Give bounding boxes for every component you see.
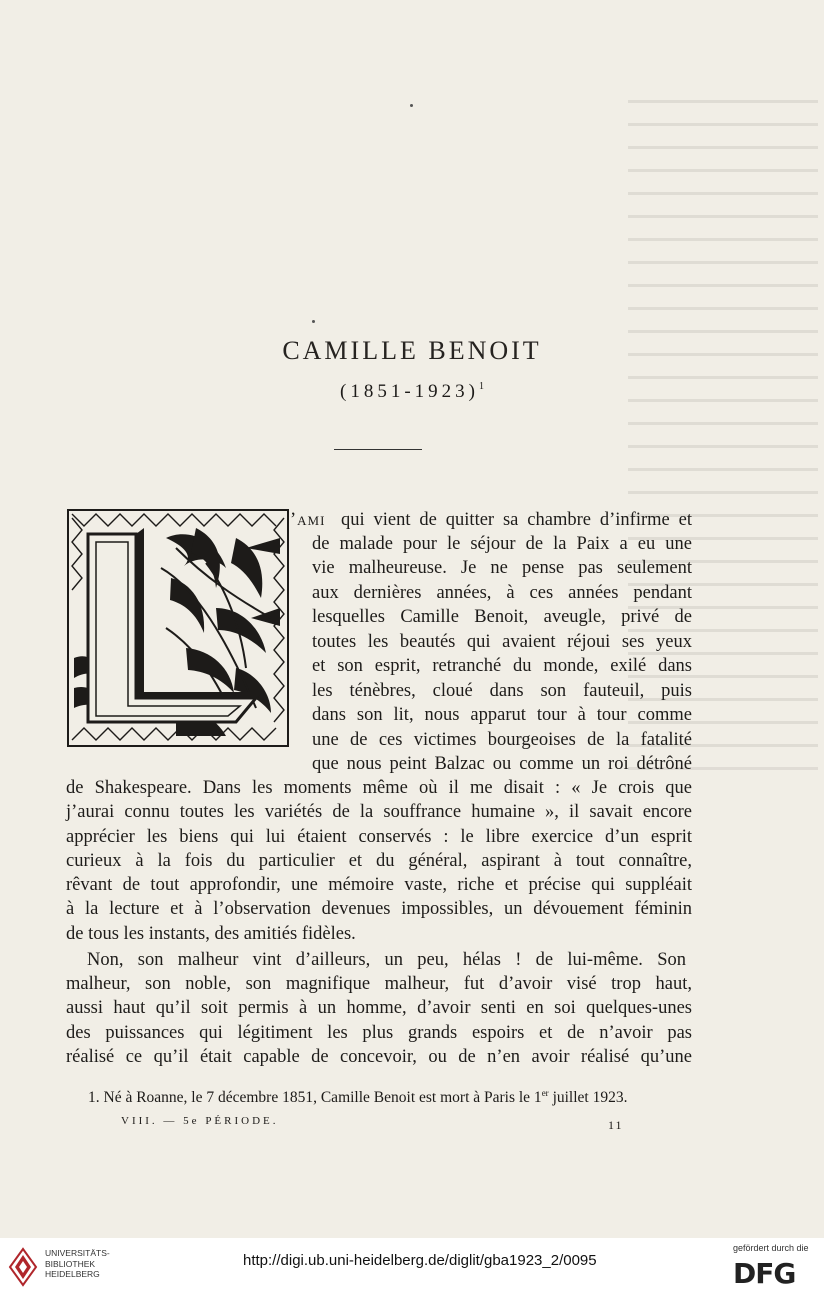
- text-line: j’aurai connu toutes les variétés de la souffrance humaine », il savait encore: [66, 802, 692, 822]
- page-number: 11: [608, 1118, 624, 1132]
- text-line: les ténèbres, cloué dans son fauteuil, puis: [312, 681, 692, 701]
- dfg-logo-icon: DFG: [733, 1257, 796, 1290]
- text-line: rêvant de tout approfondir, une mémoire vaste, riche et précise qui suppléait: [66, 875, 692, 895]
- text-line: curieux à la fois du particulier et du général, aspirant à tout connaître,: [66, 851, 692, 871]
- speck: [312, 320, 315, 323]
- text-line: de tous les instants, des amitiés fidèles.: [66, 924, 356, 944]
- text-line: qui vient de quitter sa chambre d’infirme et: [341, 510, 692, 530]
- text-line: de Shakespeare. Dans les moments même où il me disait : « Je crois que: [66, 778, 692, 798]
- text-line: à la lecture et à l’observation devenues impossibles, un dévouement féminin: [66, 899, 692, 919]
- text-line: réalisé ce qu’il était capable de concevoir, ou de n’en avoir réalisé qu’une: [66, 1047, 692, 1067]
- footnote-ref: 1: [478, 381, 484, 392]
- funder-caption: gefördert durch die: [733, 1243, 809, 1253]
- title-rule: [334, 449, 422, 450]
- article-dates: (1851-1923)$^1$: [340, 381, 484, 402]
- ornamental-dropcap-l: [66, 508, 290, 748]
- viewer-footer: [0, 1238, 824, 1297]
- text-line: de malade pour le séjour de la Paix a eu une: [312, 534, 692, 554]
- text-line: toutes les beautés qui avaient réjoui ses yeux: [312, 632, 692, 652]
- dropcap-continuation: ’ami: [290, 510, 326, 530]
- text-line: vie malheureuse. Je ne pense pas seulement: [312, 558, 692, 578]
- library-name: UNIVERSITÄTS- BIBLIOTHEK HEIDELBERG: [45, 1248, 110, 1279]
- university-library-logo-icon: [8, 1247, 38, 1287]
- text-line: une de ces victimes bourgeoises de la fatalité: [312, 730, 692, 750]
- permalink-url[interactable]: http://digi.ub.uni-heidelberg.de/diglit/gba1923_2/0095: [243, 1252, 597, 1269]
- text-line: malheur, son noble, son magnifique malheur, fut d’avoir visé trop haut,: [66, 974, 692, 994]
- footnote: 1. Né à Roanne, le 7 décembre 1851, Camille Benoit est mort à Paris le 1er juillet 1923.: [88, 1088, 628, 1106]
- speck: [410, 104, 413, 107]
- text-line: apprécier les biens qui lui étaient conservés : le libre exercice d’un esprit: [66, 827, 692, 847]
- text-line: que nous peint Balzac ou comme un roi détrôné: [312, 754, 692, 774]
- text-line: dans son lit, nous apparut tour à tour comme: [312, 705, 692, 725]
- text-line: des puissances qui légitiment les plus grands espoirs et de n’avoir pas: [66, 1023, 692, 1043]
- text-line: Non, son malheur vint d’ailleurs, un peu, hélas ! de lui-même. Son: [87, 950, 686, 970]
- text-line: et son esprit, retranché du monde, exilé dans: [312, 656, 692, 676]
- signature-mark: VIII. — 5e PÉRIODE.: [121, 1115, 279, 1127]
- text-line: lesquelles Camille Benoit, aveugle, privé de: [312, 607, 692, 627]
- text-line: aux dernières années, à ces années pendant: [312, 583, 692, 603]
- article-title: CAMILLE BENOIT: [282, 336, 542, 365]
- text-line: aussi haut qu’il soit permis à un homme, d’avoir senti en soi quelques-unes: [66, 998, 692, 1018]
